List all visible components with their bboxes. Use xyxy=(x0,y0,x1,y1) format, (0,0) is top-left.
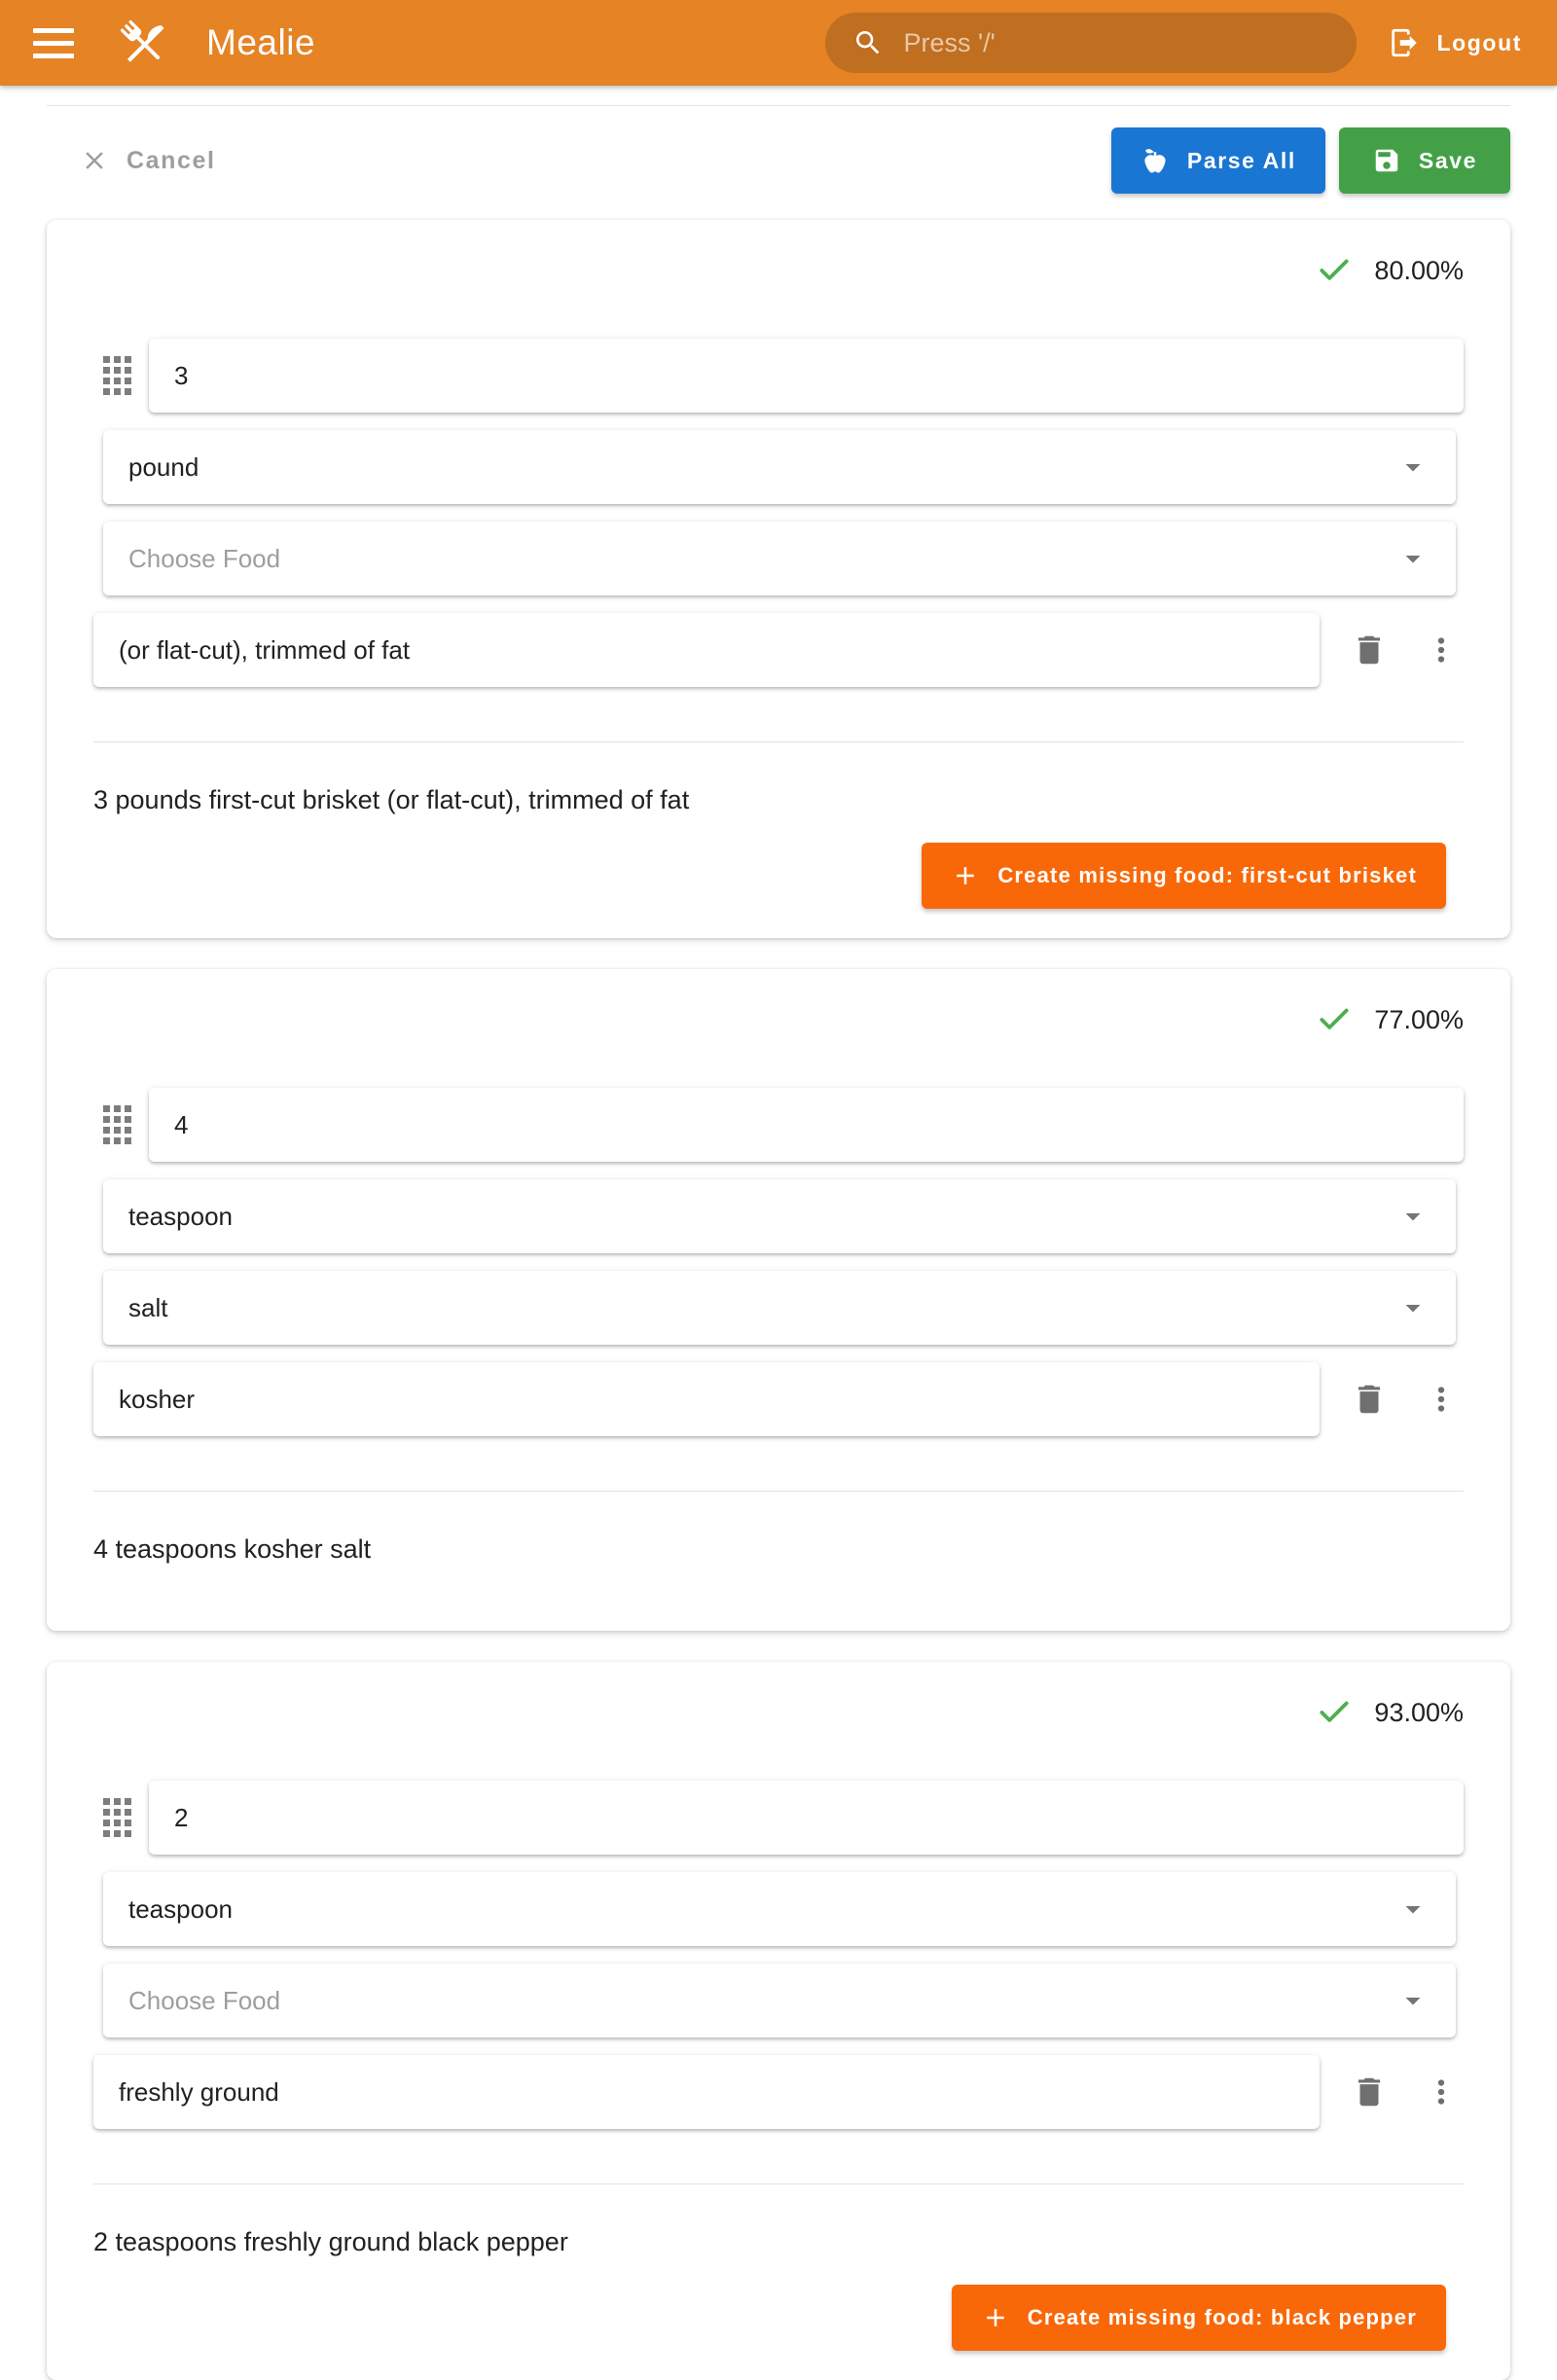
quantity-field xyxy=(149,1781,1464,1855)
confidence-value: 93.00% xyxy=(1374,1697,1464,1727)
trash-icon xyxy=(1351,631,1388,668)
quantity-input[interactable] xyxy=(174,361,1438,391)
quantity-field xyxy=(149,339,1464,413)
save-button[interactable] xyxy=(1339,127,1510,194)
note-field xyxy=(93,2055,1320,2129)
note-input[interactable] xyxy=(119,2077,1294,2108)
unit-select[interactable] xyxy=(103,1179,1456,1253)
header-divider xyxy=(47,105,1510,106)
parser-action-row xyxy=(47,127,1510,194)
confidence-value: 80.00% xyxy=(1374,255,1464,285)
check-icon xyxy=(1316,1694,1353,1731)
note-row xyxy=(93,1362,1464,1436)
quantity-input[interactable] xyxy=(174,1110,1438,1140)
delete-ingredient-button[interactable] xyxy=(1351,631,1388,668)
plus-icon xyxy=(951,861,980,890)
drag-handle-icon[interactable] xyxy=(103,356,131,395)
create-missing-food-label: Create missing food: first-cut brisket xyxy=(997,863,1417,887)
search-placeholder: Press '/' xyxy=(903,27,996,57)
logout-label: Logout xyxy=(1436,29,1522,55)
app-bar xyxy=(0,0,1557,86)
ingredient-card xyxy=(47,220,1510,938)
create-missing-food-button[interactable] xyxy=(922,843,1446,909)
card-divider xyxy=(93,1491,1464,1492)
apple-icon xyxy=(1141,146,1170,175)
food-select[interactable] xyxy=(103,1964,1456,2037)
note-input[interactable] xyxy=(119,635,1294,666)
more-options-button[interactable] xyxy=(1423,631,1460,668)
check-icon xyxy=(1316,252,1353,289)
food-select[interactable] xyxy=(103,522,1456,595)
menu-icon[interactable] xyxy=(33,28,74,58)
delete-ingredient-button[interactable] xyxy=(1351,2073,1388,2110)
cancel-label: Cancel xyxy=(127,146,216,174)
more-options-button[interactable] xyxy=(1423,2073,1460,2110)
unit-value: teaspoon xyxy=(128,1201,233,1231)
create-food-row xyxy=(93,2285,1464,2351)
drag-handle-icon[interactable] xyxy=(103,1798,131,1837)
note-row xyxy=(93,613,1464,687)
unit-value: teaspoon xyxy=(128,1893,233,1924)
check-icon xyxy=(1316,1001,1353,1038)
note-input[interactable] xyxy=(119,1385,1294,1415)
delete-ingredient-button[interactable] xyxy=(1351,1381,1388,1418)
quantity-row xyxy=(93,1088,1464,1162)
chevron-down-icon xyxy=(1395,1983,1430,2018)
confidence-row xyxy=(93,1000,1464,1039)
chevron-down-icon xyxy=(1395,1290,1430,1325)
quantity-field xyxy=(149,1088,1464,1162)
note-field xyxy=(93,613,1320,687)
food-value: salt xyxy=(128,1292,168,1322)
quantity-row xyxy=(93,339,1464,413)
original-ingredient-text: 4 teaspoons kosher salt xyxy=(93,1534,372,1564)
chevron-down-icon xyxy=(1395,1892,1430,1927)
food-select[interactable] xyxy=(103,1271,1456,1345)
chevron-down-icon xyxy=(1395,541,1430,576)
original-ingredient-text: 2 teaspoons freshly ground black pepper xyxy=(93,2227,568,2256)
chevron-down-icon xyxy=(1395,1199,1430,1234)
floppy-disk-icon xyxy=(1372,146,1401,175)
card-divider xyxy=(93,2183,1464,2184)
quantity-input[interactable] xyxy=(174,1803,1438,1833)
card-divider xyxy=(93,741,1464,742)
kebab-menu-icon xyxy=(1423,1381,1460,1418)
parse-all-button[interactable] xyxy=(1111,127,1325,194)
ingredient-card xyxy=(47,1662,1510,2380)
confidence-row xyxy=(93,251,1464,290)
note-row xyxy=(93,2055,1464,2129)
unit-select[interactable] xyxy=(103,1872,1456,1946)
kebab-menu-icon xyxy=(1423,631,1460,668)
plus-icon xyxy=(981,2303,1010,2332)
logout-button[interactable] xyxy=(1388,26,1522,59)
cancel-button[interactable] xyxy=(80,146,216,175)
note-field xyxy=(93,1362,1320,1436)
trash-icon xyxy=(1351,2073,1388,2110)
logout-icon xyxy=(1388,26,1421,59)
app-title: Mealie xyxy=(206,22,315,62)
food-placeholder: Choose Food xyxy=(128,1985,281,2015)
confidence-row xyxy=(93,1693,1464,1732)
close-icon xyxy=(80,146,109,175)
kebab-menu-icon xyxy=(1423,2073,1460,2110)
unit-select[interactable] xyxy=(103,430,1456,504)
unit-value: pound xyxy=(128,451,199,482)
create-food-row xyxy=(93,843,1464,909)
create-missing-food-label: Create missing food: black pepper xyxy=(1027,2305,1417,2329)
fork-knife-logo-icon xyxy=(113,13,173,73)
chevron-down-icon xyxy=(1395,450,1430,485)
create-missing-food-button[interactable] xyxy=(952,2285,1446,2351)
original-ingredient-text: 3 pounds first-cut brisket (or flat-cut), trimmed of fat xyxy=(93,785,690,814)
drag-handle-icon[interactable] xyxy=(103,1105,131,1144)
search-input[interactable] xyxy=(825,13,1357,73)
trash-icon xyxy=(1351,1381,1388,1418)
ingredient-card xyxy=(47,969,1510,1631)
search-icon xyxy=(852,27,884,58)
more-options-button[interactable] xyxy=(1423,1381,1460,1418)
quantity-row xyxy=(93,1781,1464,1855)
food-placeholder: Choose Food xyxy=(128,543,281,573)
confidence-value: 77.00% xyxy=(1374,1004,1464,1034)
parse-all-label: Parse All xyxy=(1186,147,1296,173)
save-label: Save xyxy=(1418,147,1477,173)
